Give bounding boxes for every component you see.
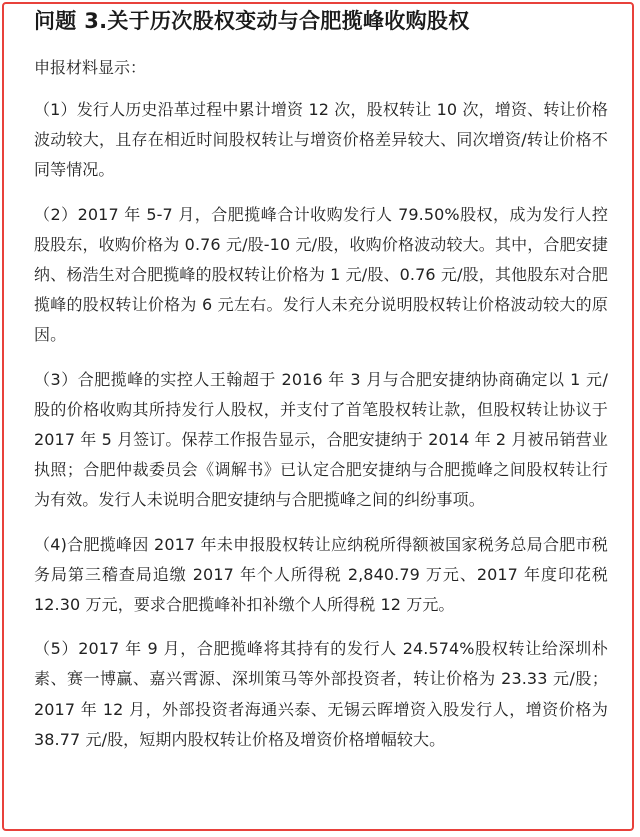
document-body xyxy=(34,6,608,769)
paragraph-3: （3）合肥揽峰的实控人王翰超于 2016 年 3 月与合肥安捷纳协商确定以 1 元/股的价格收购其所持发行人股权，并支付了首笔股权转让款，但股权转让协议于 2017 年 5 月签订。保荐工作报告显示，合肥安捷纳于 2014 年 2 月被吊销营业执照；合肥仲裁委员会《调解书》已认定合肥安捷纳与合肥揽峰之间股权转让行为有效。发行人未说明合肥安捷纳与合肥揽峰之间的纠纷事项。 xyxy=(34,369,608,510)
question-title: 问题 3.关于历次股权变动与合肥揽峰收购股权 xyxy=(34,9,470,33)
paragraph-4: （4)合肥揽峰因 2017 年未申报股权转让应纳税所得额被国家税务总局合肥市税务局第三稽查局追缴 2017 年个人所得税 2,840.79 万元、2017 年度印花税 12.30 万元，要求合肥揽峰补扣补缴个人所得税 12 万元。 xyxy=(34,534,608,615)
intro-line: 申报材料显示： xyxy=(34,58,147,77)
paragraph-2: （2）2017 年 5-7 月，合肥揽峰合计收购发行人 79.50%股权，成为发行人控股股东，收购价格为 0.76 元/股-10 元/股，收购价格波动较大。其中，合肥安捷纳、杨浩生对合肥揽峰的股权转让价格为 1 元/股、0.76 元/股，其他股东对合肥揽峰的股权转让价格为 6 元左右。发行人未充分说明股权转让价格波动较大的原因。 xyxy=(34,204,608,345)
paragraph-1: （1）发行人历史沿革过程中累计增资 12 次，股权转让 10 次，增资、转让价格波动较大，且存在相近时间股权转让与增资价格差异较大、同次增资/转让价格不同等情况。 xyxy=(34,100,608,180)
paragraph-5: （5）2017 年 9 月，合肥揽峰将其持有的发行人 24.574%股权转让给深圳朴素、赛一博赢、嘉兴霄源、深圳策马等外部投资者，转让价格为 23.33 元/股；2017 年 12 月，外部投资者海通兴泰、无锡云晖增资入股发行人，增资价格为 38.77 元/股，短期内股权转让价格及增资价格增幅较大。 xyxy=(34,639,608,749)
